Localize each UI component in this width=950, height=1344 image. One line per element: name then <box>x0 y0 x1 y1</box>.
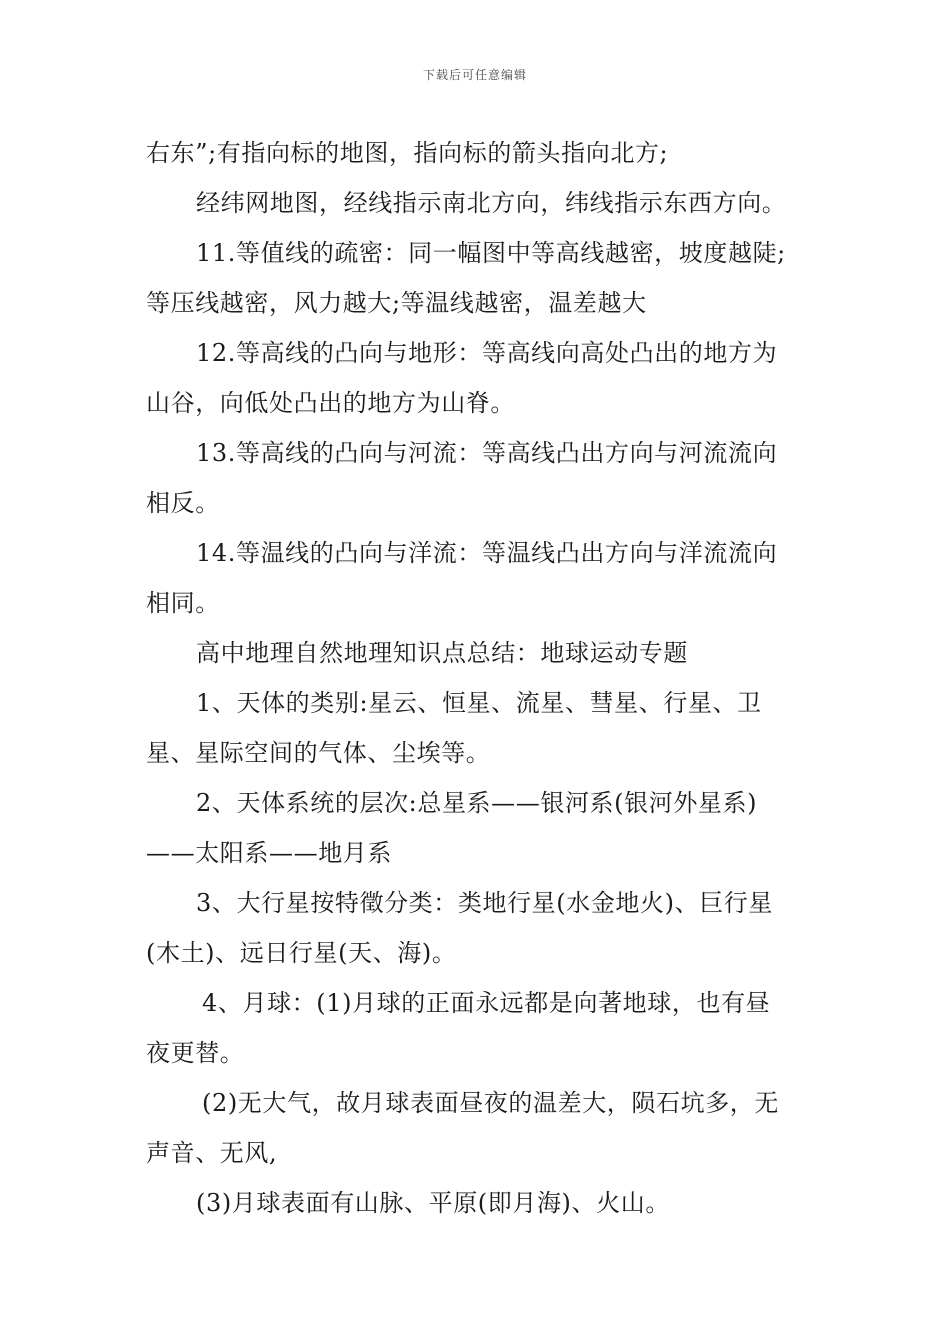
text-line-14: 2、天体系统的层次:总星系——银河系(银河外星系) <box>196 789 758 817</box>
text-line-4: 等压线越密，风力越大;等温线越密，温差越大 <box>146 289 647 317</box>
text-line-17: (木土)、远日行星(天、海)。 <box>146 939 457 967</box>
text-line-5: 12.等高线的凸向与地形：等高线向高处凸出的地方为 <box>196 339 778 367</box>
text-line-3: 11.等值线的疏密：同一幅图中等高线越密，坡度越陡; <box>196 239 786 267</box>
text-line-22: (3)月球表面有山脉、平原(即月海)、火山。 <box>196 1189 670 1217</box>
text-line-8: 相反。 <box>146 489 220 517</box>
text-line-15: ——太阳系——地月系 <box>146 839 392 867</box>
text-line-19: 夜更替。 <box>146 1039 245 1067</box>
text-line-18: 4、月球：(1)月球的正面永远都是向著地球，也有昼 <box>202 989 771 1017</box>
text-line-12: 1、天体的类别:星云、恒星、流星、彗星、行星、卫 <box>196 689 762 717</box>
text-line-21: 声音、无风, <box>146 1139 278 1167</box>
document-body <box>146 128 810 1228</box>
page-header-note: 下载后可任意编辑 <box>422 68 527 82</box>
text-line-10: 相同。 <box>146 589 220 617</box>
text-line-13: 星、星际空间的气体、尘埃等。 <box>146 739 491 767</box>
text-line-7: 13.等高线的凸向与河流：等高线凸出方向与河流流向 <box>196 439 778 467</box>
text-line-20: (2)无大气，故月球表面昼夜的温差大，陨石坑多，无 <box>202 1089 779 1117</box>
text-line-9: 14.等温线的凸向与洋流：等温线凸出方向与洋流流向 <box>196 539 778 567</box>
section-heading: 高中地理自然地理知识点总结：地球运动专题 <box>196 639 688 667</box>
text-line-16: 3、大行星按特徵分类：类地行星(水金地火)、巨行星 <box>196 889 773 917</box>
text-line-6: 山谷，向低处凸出的地方为山脊。 <box>146 389 515 417</box>
text-line-1: 右东”;有指向标的地图，指向标的箭头指向北方; <box>146 139 669 167</box>
text-line-2: 经纬网地图，经线指示南北方向，纬线指示东西方向。 <box>196 189 787 217</box>
